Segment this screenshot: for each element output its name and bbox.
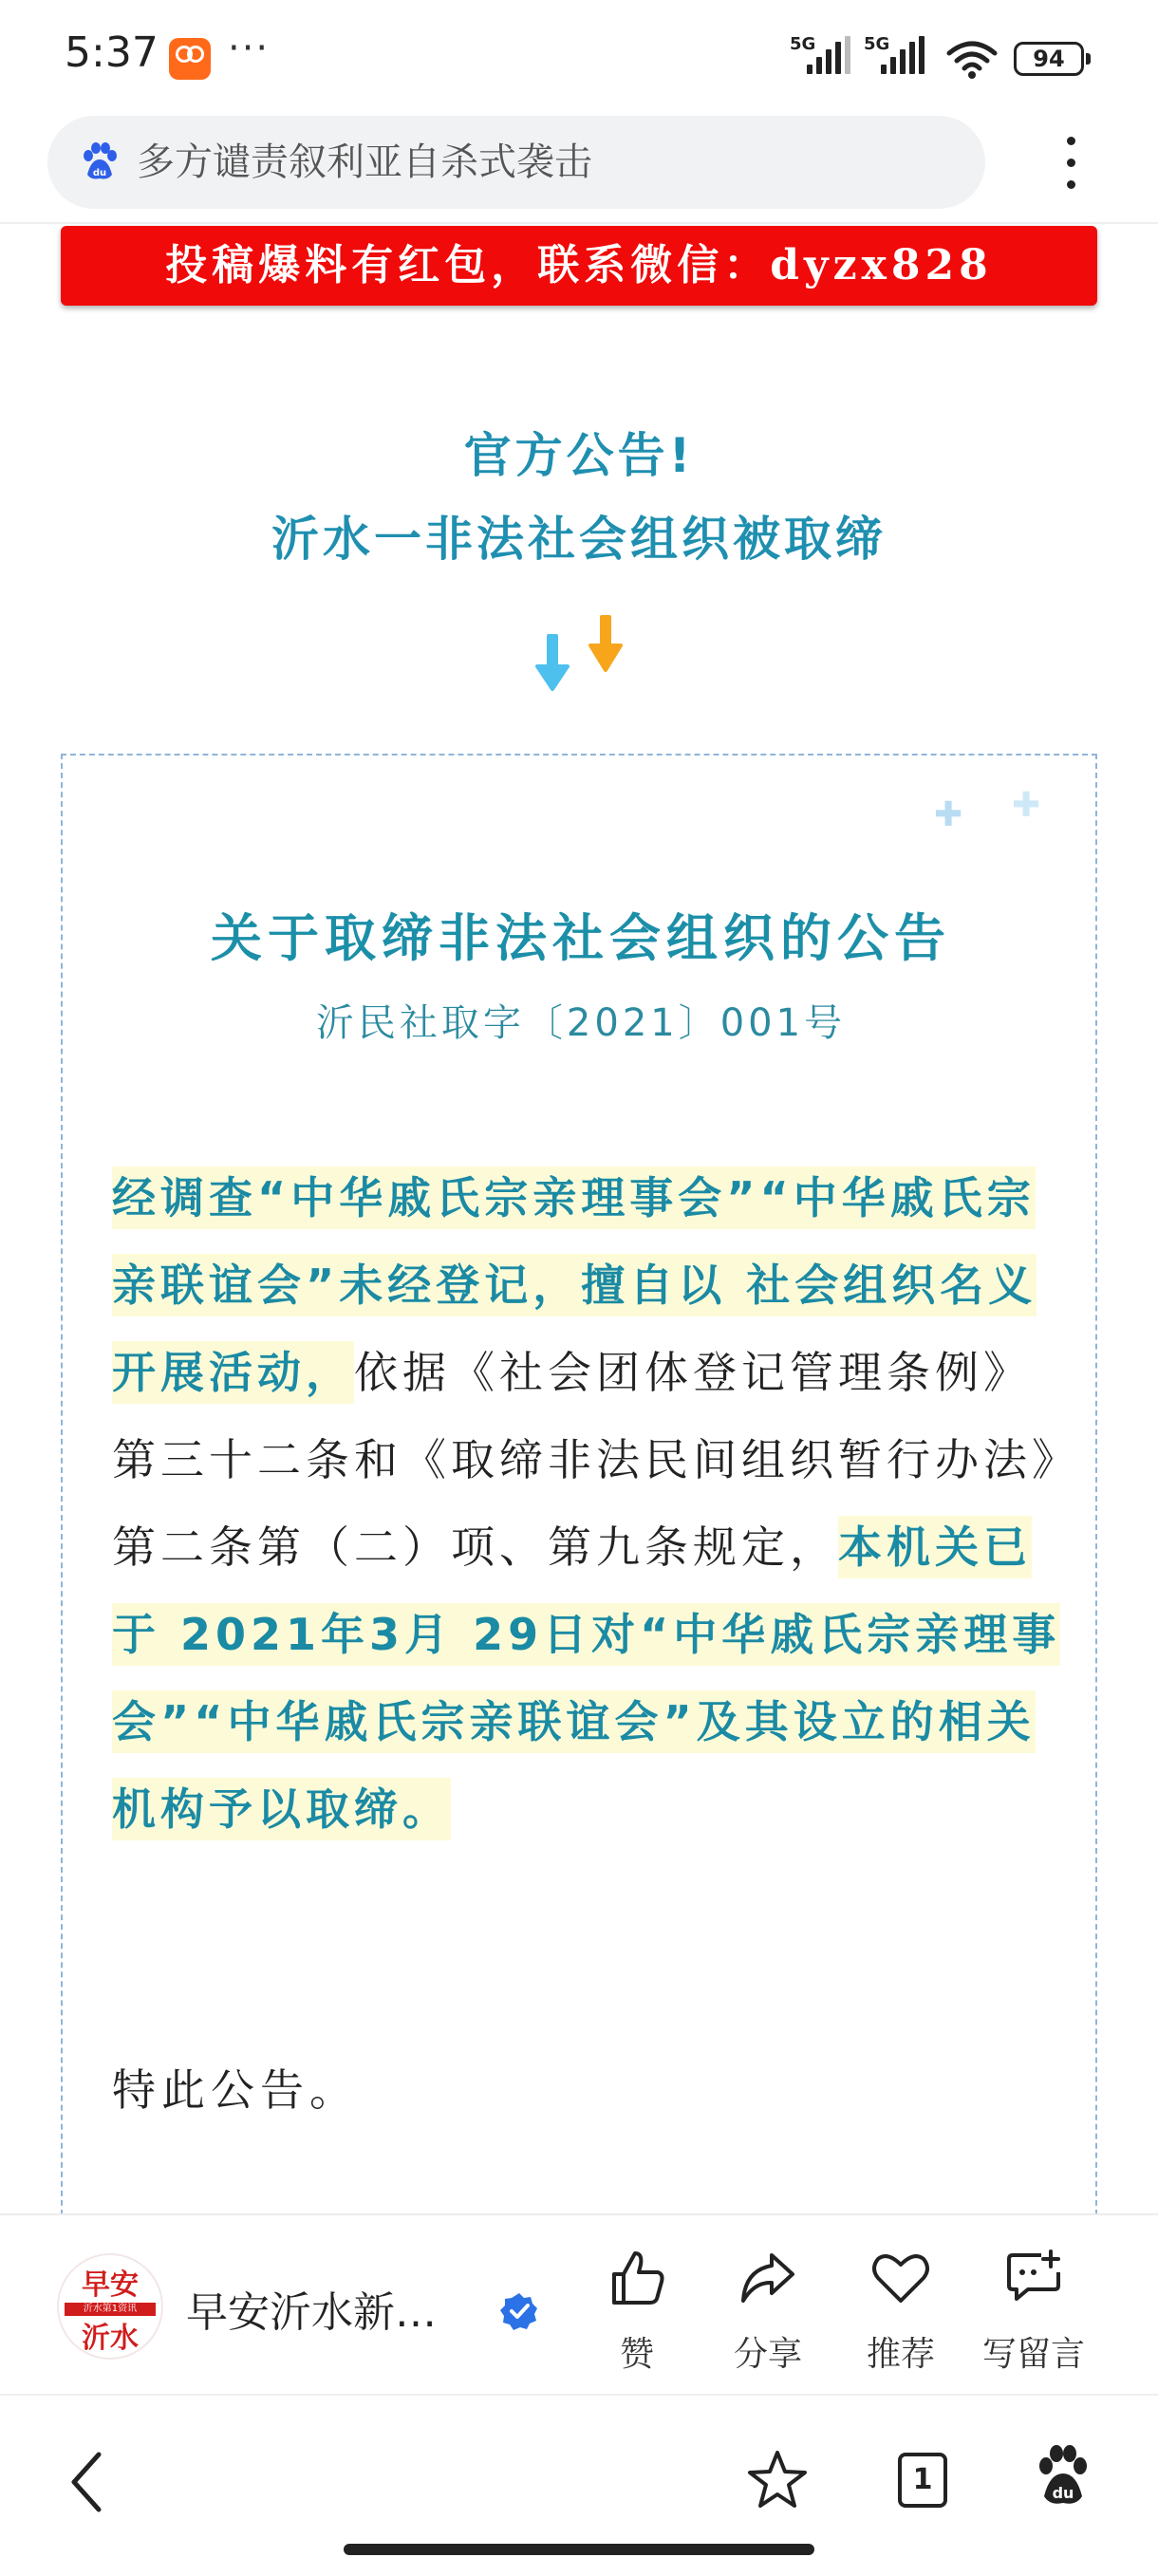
- browser-bottom-nav: [0, 2394, 1158, 2576]
- body-text: 依据《社会团体登记管理条例》第三十二条和《取缔非法民间组织暂行办法》第二条第（二）项、第九条规定，: [112, 1347, 1058, 1573]
- article-action-bar: [0, 2213, 1158, 2396]
- search-query-text[interactable]: 多方谴责叙利亚自杀式袭击: [137, 140, 592, 184]
- comment-label: 写留言: [981, 2335, 1085, 2374]
- notice-title: 关于取缔非法社会组织的公告: [211, 908, 951, 968]
- tab-count-button[interactable]: 1: [898, 2453, 947, 2508]
- signal-strength-icon: 5G: [864, 36, 930, 78]
- status-bar: [0, 0, 1158, 114]
- divider: [0, 222, 1158, 224]
- status-time: 5:37: [65, 28, 159, 77]
- back-arrow-icon[interactable]: [66, 2449, 108, 2515]
- like-button[interactable]: [575, 2248, 699, 2380]
- bookmark-star-icon[interactable]: [746, 2449, 809, 2511]
- plus-decoration-icon: ✚: [934, 795, 963, 834]
- notice-closing: 特此公告。: [112, 2064, 359, 2116]
- promo-banner-text: 投稿爆料有红包，联系微信：dyzx828: [165, 241, 993, 289]
- recommend-button[interactable]: [839, 2248, 962, 2380]
- plus-decoration-icon: ✚: [1012, 786, 1041, 825]
- add-comment-icon: [1003, 2248, 1064, 2308]
- svg-text:du: du: [92, 168, 107, 178]
- battery-icon: 94: [1014, 42, 1084, 76]
- signal-strength-icon: 5G: [790, 36, 856, 78]
- account-name[interactable]: 早安沂水新…: [186, 2288, 437, 2337]
- comment-button[interactable]: [972, 2248, 1095, 2380]
- home-indicator[interactable]: [344, 2544, 814, 2555]
- account-avatar[interactable]: 早安 沂水第1资讯 沂水: [59, 2255, 161, 2358]
- app-notification-icon: [169, 38, 211, 80]
- article-heading-line1: 官方公告!: [463, 428, 695, 483]
- svg-text:du: du: [1052, 2484, 1074, 2502]
- notice-doc-number: 沂民社取字〔2021〕001号: [315, 1001, 847, 1045]
- baidu-paw-icon: [80, 142, 120, 182]
- share-button[interactable]: [706, 2248, 830, 2380]
- highlight-text: 本机关已于 2021年3月 29日对“中华戚氏宗亲理事会”“中华戚氏宗亲联谊会”及其设立的相关机构予以取缔。: [112, 1516, 1060, 1840]
- share-icon: [738, 2248, 798, 2308]
- down-arrows-icon: [520, 607, 634, 702]
- baidu-paw-icon[interactable]: [1035, 2445, 1092, 2508]
- notice-body: [112, 1154, 1061, 1853]
- highlight-text: 经调查“中华戚氏宗亲理事会”“中华戚氏宗亲联谊会”未经登记，擅自以 社会组织名义开展活动，: [112, 1167, 1037, 1404]
- more-vertical-icon[interactable]: [1063, 133, 1080, 194]
- heart-icon: [870, 2248, 931, 2308]
- article-heading-line2: 沂水一非法社会组织被取缔: [271, 512, 887, 567]
- verified-badge-icon: [499, 2291, 539, 2331]
- promo-banner: [61, 226, 1097, 306]
- share-label: 分享: [733, 2335, 802, 2374]
- thumbs-up-icon: [607, 2248, 667, 2308]
- notice-card: [61, 754, 1097, 2234]
- recommend-label: 推荐: [866, 2335, 935, 2374]
- search-bar[interactable]: [47, 116, 985, 209]
- wifi-icon: [945, 38, 999, 80]
- like-label: 赞: [619, 2335, 654, 2374]
- more-notifications-icon: ···: [228, 27, 271, 70]
